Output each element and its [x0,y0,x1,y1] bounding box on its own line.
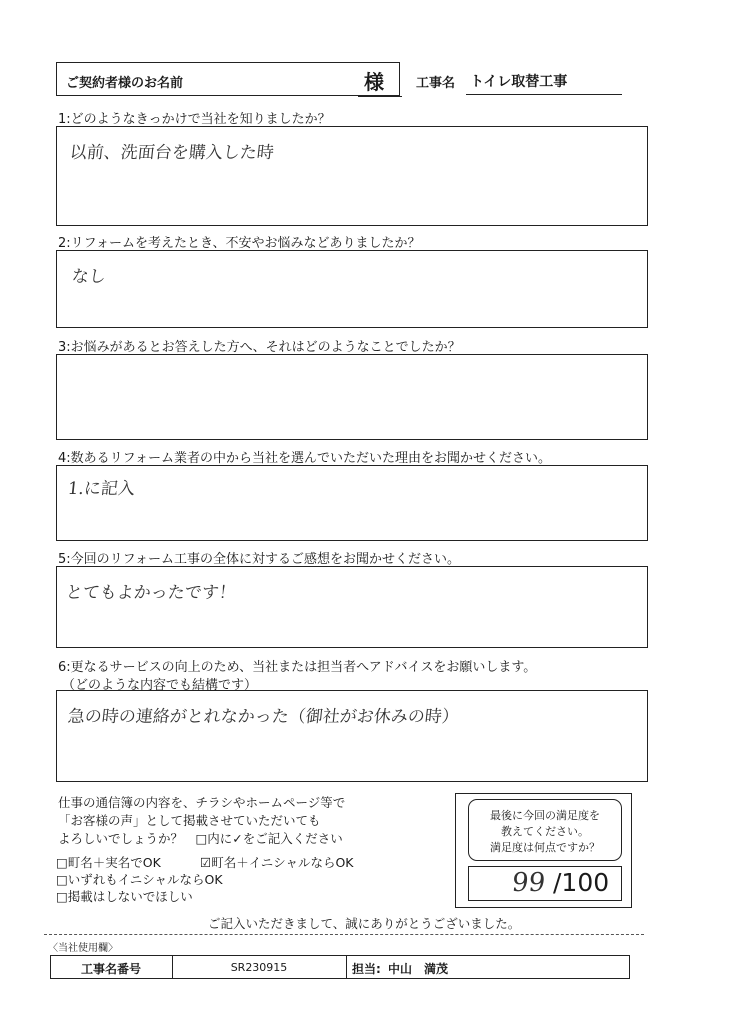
question-6-sublabel: （どのような内容でも結構です） [62,678,258,693]
thanks-message: ご記入いただきまして、誠にありがとうございました。 [208,916,521,931]
question-5-label: 5:今回のリフォーム工事の全体に対するご感想をお聞かせください。 [58,552,461,567]
satisfaction-score: 99 [510,868,547,898]
construction-label: 工事名 [416,76,456,91]
answer-1-text: 以前、洗面台を購入した時 [68,143,275,163]
question-6-label: 6:更なるサービスの向上のため、当社または担当者へアドバイスをお願いします。 [58,660,537,675]
question-3-label: 3:お悩みがあるとお答えした方へ、それはどのようなことでしたか？ [58,340,461,355]
consent-line-1: 仕事の通信簿の内容を、チラシやホームページ等で [58,795,346,810]
consent-line-3: よろしいでしょうか？ □内に✓をご記入ください [58,831,343,846]
consent-line-2: 「お客様の声」として掲載させていただいても [58,813,321,828]
question-1-label: 1:どのようなきっかけで当社を知りましたか？ [58,112,331,127]
question-2-label: 2:リフォームを考えたとき、不安やお悩みなどありましたか？ [58,236,421,251]
name-underline [358,96,402,97]
satisfaction-line-3: 満足度は何点ですか？ [490,841,600,854]
consent-option-no-publish[interactable]: □掲載はしないでほしい [56,889,193,904]
satisfaction-line-1: 最後に今回の満足度を [490,809,600,822]
answer-4-box [56,465,648,541]
office-number-value: SR230915 [230,961,288,974]
cut-line [44,934,644,935]
answer-6-text: 急の時の連絡がとれなかった（御社がお休みの時） [66,707,460,727]
answer-2-box [56,250,648,328]
answer-2-text: なし [70,267,107,287]
office-staff-label: 担当: [352,962,381,976]
office-section-label: 〈当社使用欄〉 [48,943,118,954]
name-label: ご契約者様のお名前 [66,76,184,91]
office-divider-2 [346,955,347,979]
construction-underline [466,94,622,95]
construction-value: トイレ取替工事 [470,74,568,90]
answer-3-box [56,354,648,440]
consent-option-initial-town[interactable]: ☑町名＋イニシャルならOK [200,855,354,870]
answer-4-text: 1.に記入 [66,479,137,499]
office-number-label: 工事名番号 [80,962,141,976]
sama-label: 様 [364,70,384,94]
consent-option-all-initial[interactable]: □いずれもイニシャルならOK [56,872,223,887]
satisfaction-max: /100 [553,868,610,897]
question-4-label: 4:数あるリフォーム業者の中から当社を選んでいただいた理由をお聞かせください。 [58,451,552,466]
satisfaction-line-2: 教えてください。 [501,825,589,838]
office-staff-value: 中山 満茂 [388,962,449,976]
consent-option-jitsumei[interactable]: □町名＋実名でOK [56,855,161,870]
answer-5-text: とてもよかったです！ [64,583,237,603]
